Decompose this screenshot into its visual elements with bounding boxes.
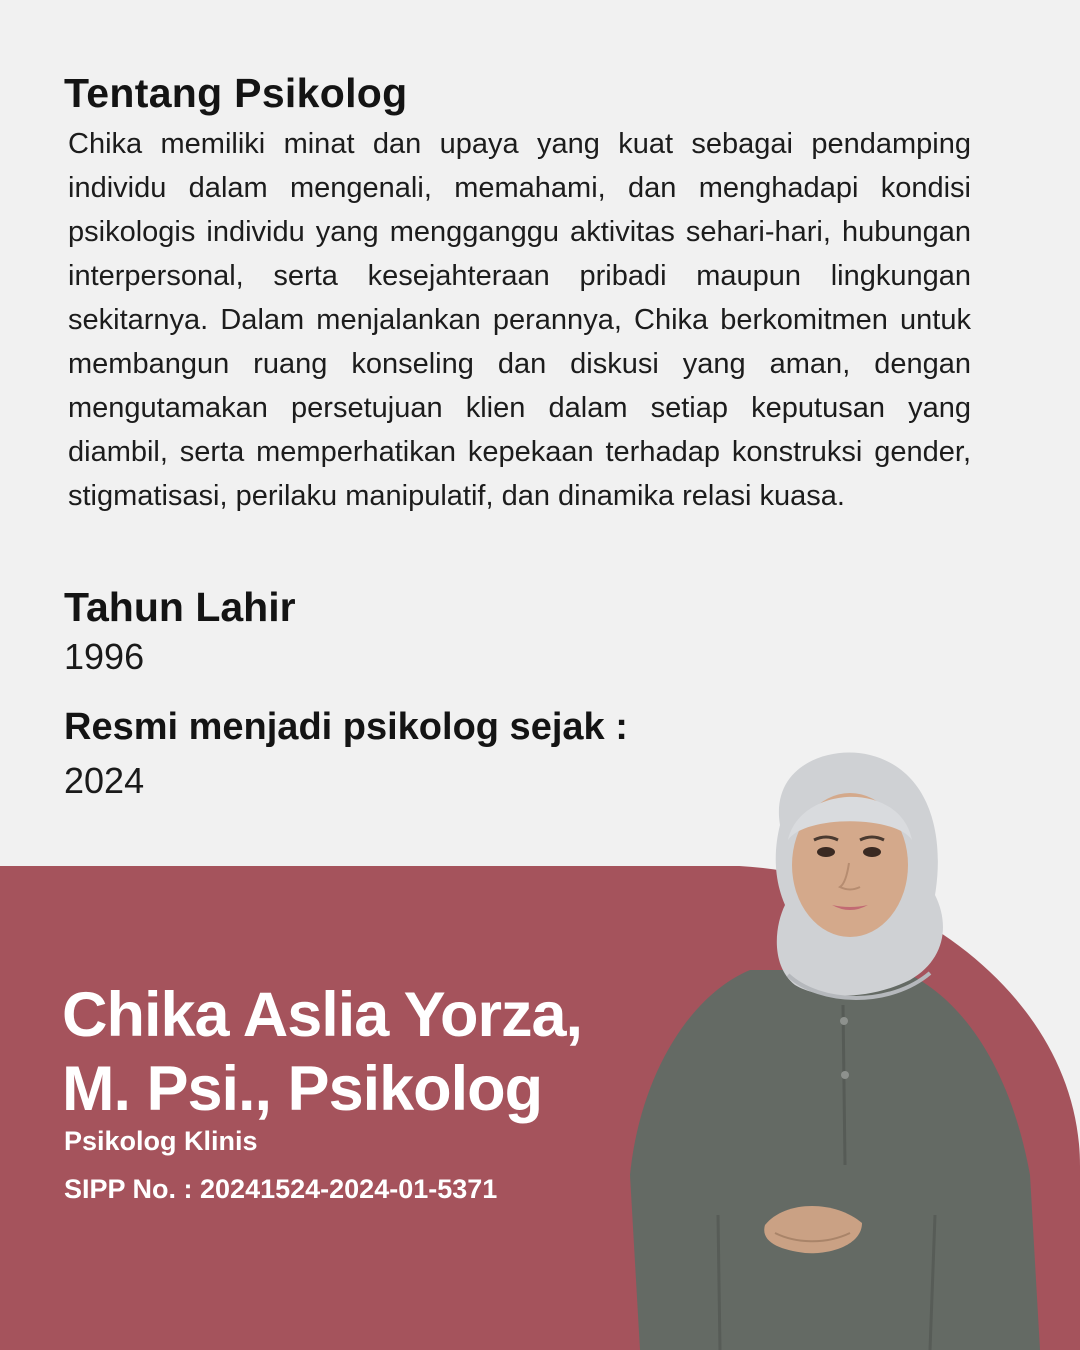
sipp-number: SIPP No. : 20241524-2024-01-5371 <box>64 1174 498 1204</box>
about-text: Chika memiliki minat dan upaya yang kuat sebagai pendamping individu dalam mengenali, memahami, dan menghadapi kondisi psikologis individu yang mengganggu aktivitas sehari-hari, hubungan interpersonal, serta kesejahteraan pribadi maupun lingkungan sekitarnya. Dalam menjalankan perannya, Chika berkomitmen untuk membangun ruang konseling dan diskusi yang aman, dengan mengutamakan persetujuan klien dalam setiap keputusan yang diambil, serta memperhatikan kepekaan terhadap konstruksi gender, stigmatisasi, perilaku manipulatif, dan dinamika relasi kuasa. <box>68 128 971 512</box>
psychologist-role: Psikolog Klinis <box>64 1126 258 1156</box>
name-line-2: M. Psi., Psikolog <box>62 1054 543 1124</box>
birth-year-value: 1996 <box>64 636 145 677</box>
birth-year-label: Tahun Lahir <box>64 584 296 630</box>
licensed-since-label: Resmi menjadi psikolog sejak : <box>64 706 628 748</box>
name-line-1: Chika Aslia Yorza, <box>62 980 583 1050</box>
psychologist-photo <box>600 745 1040 1350</box>
about-heading: Tentang Psikolog <box>64 70 408 116</box>
licensed-since-value: 2024 <box>64 760 145 801</box>
psychologist-name <box>62 978 582 1126</box>
